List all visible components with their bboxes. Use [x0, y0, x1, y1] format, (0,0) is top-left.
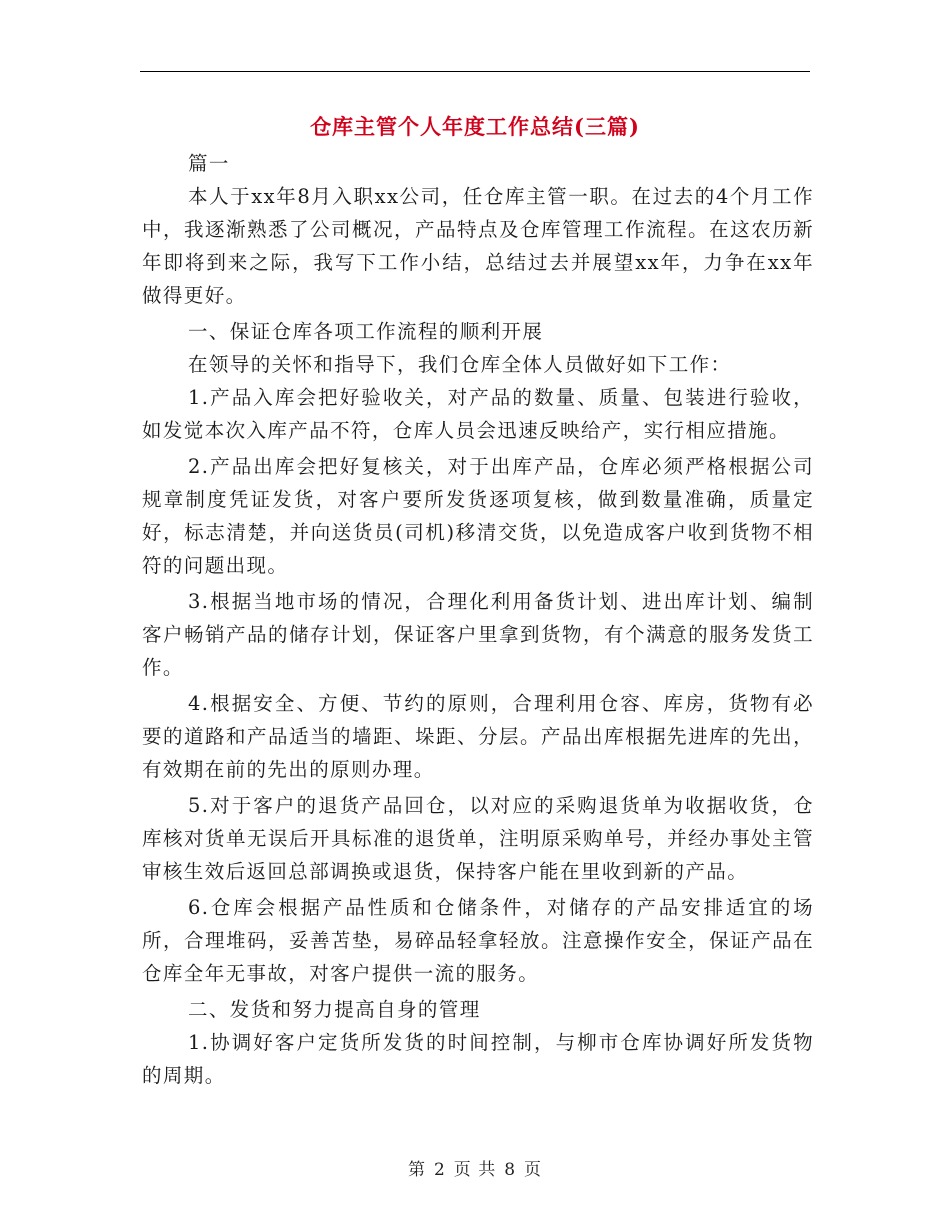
footer-prefix: 第: [407, 1160, 426, 1180]
section-heading: 二、发货和努力提高自身的管理: [188, 998, 481, 1021]
paragraph: 本人于xx年8月入职xx公司，任仓库主管一职。在过去的4个月工作中，我逐渐熟悉了公司概况，产品特点及仓库管理工作流程。在这农历新年即将到来之际，我写下工作小结，总结过去并展望xx年，力争在xx年做得更好。: [142, 185, 814, 307]
section-label: 篇一: [188, 152, 230, 175]
list-item: 4.根据安全、方便、节约的原则，合理利用仓容、库房，货物有必要的道路和产品适当的墙距、垛距、分层。产品出库根据先进库的先出，有效期在前的先出的原则办理。: [142, 692, 814, 781]
footer-mid: 页 共: [453, 1160, 497, 1180]
header-rule: [140, 71, 810, 72]
list-item: 1.产品入库会把好验收关，对产品的数量、质量、包装进行验收，如发觉本次入库产品不符，仓库人员会迅速反映给产，实行相应措施。: [142, 386, 814, 442]
list-item: 3.根据当地市场的情况，合理化利用备货计划、进出库计划、编制客户畅销产品的储存计划，保证客户里拿到货物，有个满意的服务发货工作。: [142, 590, 814, 679]
list-item: 5.对于客户的退货产品回仓，以对应的采购退货单为收据收货，仓库核对货单无误后开具标准的退货单，注明原采购单号，并经办事处主管审核生效后返回总部调换或退货，保持客户能在里收到新的产品。: [142, 794, 814, 883]
document-title: 仓库主管个人年度工作总结(三篇): [310, 114, 640, 139]
page-number: 2: [433, 1160, 446, 1180]
list-item: 2.产品出库会把好复核关，对于出库产品，仓库必须严格根据公司规章制度凭证发货，对客户要所发货逐项复核，做到数量准确，质量定好，标志清楚，并向送货员(司机)移清交货，以免造成客户收到货物不相符的问题出现。: [142, 455, 814, 577]
paragraph: 在领导的关怀和指导下，我们仓库全体人员做好如下工作：: [188, 353, 732, 376]
list-item: 1.协调好客户定货所发货的时间控制，与柳市仓库协调好所发货物的周期。: [142, 1031, 814, 1087]
section-heading: 一、保证仓库各项工作流程的顺利开展: [188, 320, 544, 343]
page-footer: [0, 1155, 950, 1180]
page-total: 8: [504, 1160, 517, 1180]
list-item: 6.仓库会根据产品性质和仓储条件，对储存的产品安排适宜的场所，合理堆码，妥善苫垫，易碎品轻拿轻放。注意操作安全，保证产品在仓库全年无事故，对客户提供一流的服务。: [142, 896, 814, 985]
document-body: [142, 147, 814, 1095]
footer-suffix: 页: [524, 1160, 543, 1180]
